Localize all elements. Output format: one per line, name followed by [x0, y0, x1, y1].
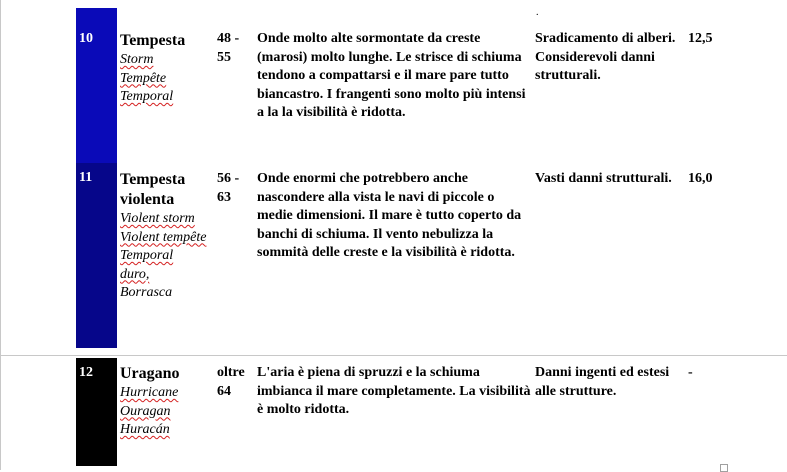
sea-description: L'aria è piena di spruzzi e la schiuma imbianca il mare completamente. La visibilità è molto ridotta.	[257, 365, 531, 417]
alt-name: duro,	[120, 266, 150, 282]
alt-name: Huracán	[120, 422, 170, 437]
alt-name: Tempête	[120, 70, 167, 86]
alt-name: Temporal	[120, 248, 174, 263]
force-number: 10	[79, 31, 93, 46]
alt-name: Storm	[120, 52, 154, 67]
wave-height: 12,5	[688, 31, 713, 46]
scale-name: Tempesta	[120, 32, 186, 49]
wave-height: -	[688, 365, 693, 380]
table-row-force-10	[0, 0, 787, 163]
alt-name: Hurricane	[120, 385, 179, 400]
name-cell	[120, 31, 216, 107]
page-break-line	[0, 355, 787, 356]
alt-name: Ouragan	[120, 403, 171, 419]
wave-height: 16,0	[688, 171, 713, 186]
knots-cell: 56 - 63	[217, 171, 240, 205]
alt-name: Violent tempête	[120, 229, 207, 245]
sea-description: Onde molto alte sormontate da creste (marosi) molto lunghe. Le strisce di schiuma tendono a compattarsi e il mare pare tutto biancastro. I frangenti sono molto più intensi a la la visibilità è ridotta.	[257, 31, 526, 120]
table-row-force-11	[0, 163, 787, 348]
scale-name: Uragano	[120, 365, 180, 382]
table-row-force-12	[0, 358, 787, 466]
land-effects: Sradicamento di alberi. Considerevoli danni strutturali.	[535, 31, 676, 83]
force-cell-10	[76, 8, 117, 163]
force-number: 11	[79, 170, 93, 185]
alt-name: Violent storm	[120, 211, 195, 226]
sea-description: Onde enormi che potrebbero anche nascondere alla vista le navi di piccole o medie dimensioni. Il mare è tutto coperto da banchi di schiuma. Il vento nebulizza la sommità delle creste e la visibilità è ridotta.	[257, 171, 522, 260]
scale-name: Tempesta violenta	[120, 171, 186, 208]
knots-cell: 48 - 55	[217, 31, 240, 65]
alt-name: Borrasca	[120, 285, 173, 300]
top-fragment-mark: .	[536, 7, 539, 18]
alt-name: Temporal	[120, 89, 174, 104]
name-cell	[120, 170, 216, 303]
force-number: 12	[79, 365, 93, 380]
land-effects: Danni ingenti ed estesi alle strutture.	[535, 365, 670, 399]
name-cell	[120, 364, 216, 440]
force-cell-11	[76, 163, 117, 348]
land-effects: Vasti danni strutturali.	[535, 171, 672, 186]
knots-cell: oltre 64	[217, 365, 245, 399]
force-cell-12	[76, 358, 117, 466]
